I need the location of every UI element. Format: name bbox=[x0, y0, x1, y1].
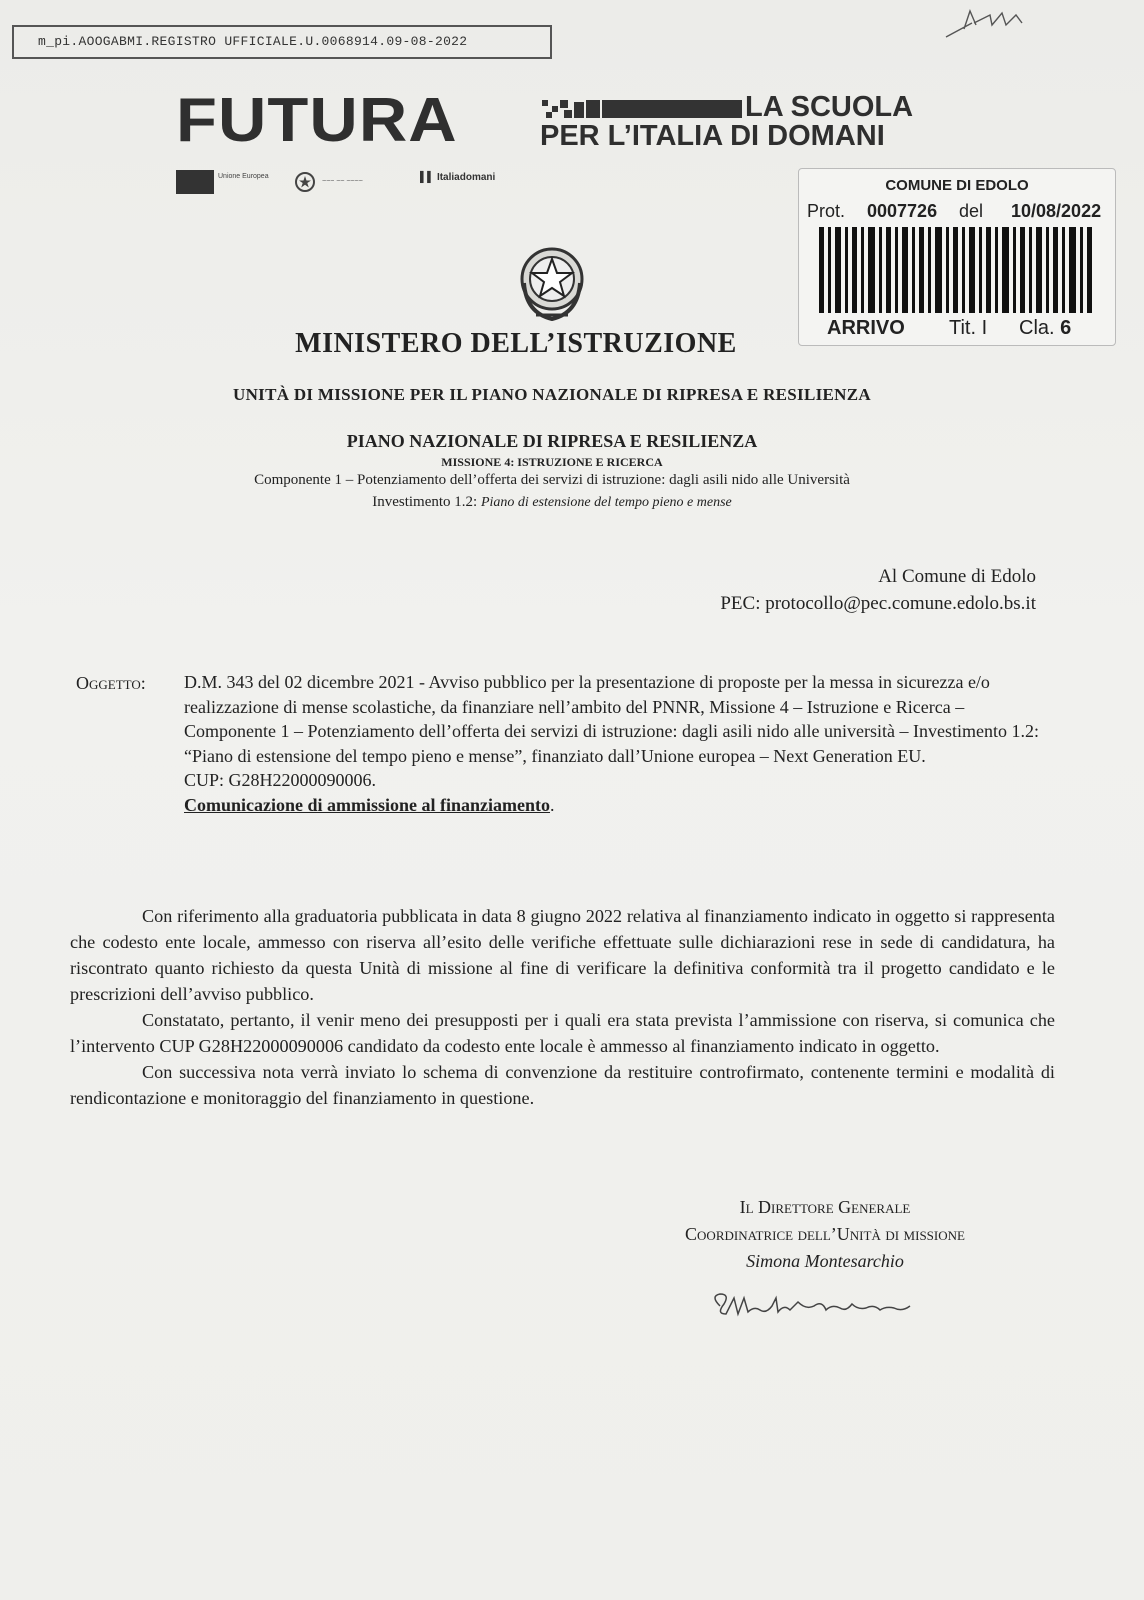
body-paragraph-1: Con riferimento alla graduatoria pubblicata in data 8 giugno 2022 relativa al finanziamento indicato in oggetto si rappresenta che codesto ente locale, ammesso con riserva all’esito delle verifiche effettuate sulle dichiarazioni rese in sede di candidatura, ha riscontrato quanto richiesto da questa Unità di missione al fine di verificare la definitiva conformità tra il progetto candidato e le prescrizioni dell’avviso pubblico. bbox=[70, 906, 1055, 1004]
italian-republic-emblem-icon bbox=[516, 243, 588, 325]
stamp-arrivo: ARRIVO bbox=[827, 317, 905, 339]
handwritten-signature bbox=[706, 1286, 926, 1326]
body-paragraph-2: Constatato, pertanto, il venir meno dei presupposti per i quali era stata prevista l’ammissione con riserva, si comunica che l’intervento CUP G28H22000090006 candidato da codesto ente locale è ammesso al finanziamento indicato in oggetto. bbox=[70, 1010, 1055, 1056]
unit-title: UNITÀ DI MISSIONE PER IL PIANO NAZIONALE DI RIPRESA E RESILIENZA bbox=[233, 385, 871, 404]
ministry-logo-text: ~~~ ~~ ~~~~ bbox=[322, 178, 363, 185]
stamp-titolo: Tit. I bbox=[949, 317, 988, 339]
eu-flag-icon bbox=[176, 170, 214, 194]
signature-block bbox=[610, 1194, 1040, 1275]
recipient-name: Al Comune di Edolo bbox=[878, 566, 1036, 587]
stamp-cla-number: 6 bbox=[1060, 317, 1072, 339]
signature-role-1: Il Direttore Generale bbox=[739, 1197, 911, 1217]
stamp-prot-label: Prot. bbox=[807, 201, 846, 221]
investment-line bbox=[0, 494, 1144, 511]
tagline bbox=[540, 93, 913, 151]
registry-stamp: m_pi.AOOGABMI.REGISTRO UFFICIALE.U.0068914.09-08-2022 bbox=[12, 25, 552, 59]
stamp-title: COMUNE DI EDOLO bbox=[885, 177, 1029, 194]
stamp-date: 10/08/2022 bbox=[1011, 201, 1102, 221]
investment-title: Piano di estensione del tempo pieno e mense bbox=[480, 495, 732, 510]
tagline-line-2: PER L’ITALIA DI DOMANI bbox=[540, 120, 885, 152]
subject-label: Oggetto: bbox=[76, 673, 146, 693]
futura-logo: FUTURA bbox=[176, 86, 458, 155]
signature-role-2: Coordinatrice dell’Unità di missione bbox=[685, 1224, 965, 1244]
ministry-title: MINISTERO DELL’ISTRUZIONE bbox=[295, 328, 737, 359]
tagline-line-1: LA SCUOLA bbox=[745, 91, 914, 123]
italiadomani-text: Italiadomani bbox=[436, 172, 496, 183]
plan-title: PIANO NAZIONALE DI RIPRESA E RESILIENZA bbox=[346, 431, 758, 451]
recipient-pec: PEC: protocollo@pec.comune.edolo.bs.it bbox=[720, 593, 1036, 614]
letter-body bbox=[70, 903, 1055, 1111]
recipient-block bbox=[720, 563, 1036, 617]
italiadomani-logo: ▌▌ Italiadomani bbox=[420, 172, 496, 183]
investment-prefix: Investimento 1.2: bbox=[372, 494, 481, 510]
stamp-cla-label: Cla. bbox=[1019, 317, 1055, 339]
stamp-prot-number: 0007726 bbox=[867, 201, 938, 221]
barcode-icon bbox=[819, 227, 1099, 313]
handwritten-initials bbox=[942, 5, 1032, 41]
subject-communication-title: Comunicazione di ammissione al finanziamento bbox=[184, 794, 551, 815]
subject-cup: CUP: G28H22000090006. bbox=[184, 770, 377, 790]
signature-name: Simona Montesarchio bbox=[746, 1251, 904, 1271]
protocol-stamp bbox=[798, 168, 1116, 346]
component-line: Componente 1 – Potenziamento dell’offerta dei servizi di istruzione: dagli asili nido alle Università bbox=[254, 472, 850, 488]
republic-emblem-small-icon bbox=[294, 170, 316, 194]
body-paragraph-3: Con successiva nota verrà inviato lo schema di convenzione da restituire controfirmato, contenente termini e modalità di rendicontazione e monitoraggio del finanziamento in questione. bbox=[70, 1062, 1055, 1108]
subject-text: D.M. 343 del 02 dicembre 2021 - Avviso pubblico per la presentazione di proposte per la messa in sicurezza e/o realizzazione di mense scolastiche, da finanziare nell’ambito del PNNR, Missione 4 – Istruzione e Ricerca – Componente 1 – Potenziamento dell’offerta dei servizi di istruzione: dagli asili nido alle università – Investimento 1.2: “Piano di estensione del tempo pieno e mense”, finanziato dall’Unione europea – Next Generation EU. bbox=[184, 672, 1039, 766]
subject-communication bbox=[184, 793, 1044, 818]
eu-logo-text: Unione Europea bbox=[218, 173, 269, 180]
mission-line: MISSIONE 4: ISTRUZIONE E RICERCA bbox=[441, 455, 663, 469]
signature-name-wrap bbox=[610, 1248, 1040, 1275]
subject-communication-end: . bbox=[550, 794, 555, 815]
stamp-del-label: del bbox=[959, 201, 984, 221]
subject-block bbox=[184, 670, 1044, 817]
